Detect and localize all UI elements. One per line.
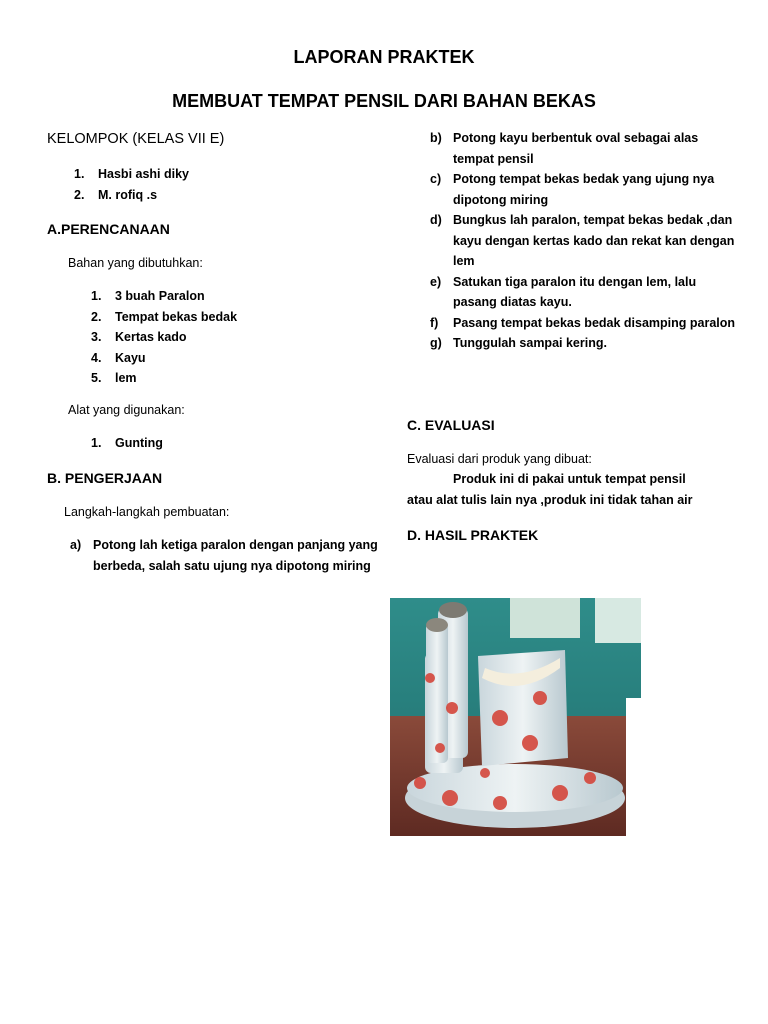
report-subtitle: MEMBUAT TEMPAT PENSIL DARI BAHAN BEKAS bbox=[172, 91, 596, 111]
evaluation-line-2: atau alat tulis lain nya ,produk ini tidak tahan air bbox=[407, 493, 693, 507]
member-item: 1. Hasbi ashi diky bbox=[74, 167, 190, 181]
steps-label: Langkah-langkah pembuatan: bbox=[64, 505, 230, 519]
material-item: 3. Kertas kado bbox=[91, 330, 187, 344]
step-item: e) Satukan tiga paralon itu dengan lem, lalu pasang diatas kayu. bbox=[430, 274, 697, 309]
report-title: LAPORAN PRAKTEK bbox=[293, 47, 475, 67]
step-item: d) Bungkus lah paralon, tempat bekas bedak ,dan kayu dengan kertas kado dan rekat kan dengan lem bbox=[430, 213, 735, 268]
evaluation-line-1: Produk ini di pakai untuk tempat pensil bbox=[453, 472, 686, 486]
step-item: b) Potong kayu berbentuk oval sebagai alas tempat pensil bbox=[430, 131, 699, 166]
tools-label: Alat yang digunakan: bbox=[68, 403, 185, 417]
section-b-heading: B. PENGERJAAN bbox=[47, 470, 163, 486]
materials-list bbox=[91, 286, 237, 389]
evaluation-label: Evaluasi dari produk yang dibuat: bbox=[407, 452, 592, 466]
material-item: 5. lem bbox=[91, 371, 137, 385]
group-heading: KELOMPOK (KELAS VII E) bbox=[47, 131, 225, 147]
product-photo bbox=[390, 598, 641, 836]
material-item: 2. Tempat bekas bedak bbox=[91, 309, 238, 324]
material-item: 1. 3 buah Paralon bbox=[91, 289, 205, 303]
member-item: 2. M. rofiq .s bbox=[74, 187, 158, 202]
section-d-heading: D. HASIL PRAKTEK bbox=[407, 527, 539, 543]
member-list bbox=[74, 164, 189, 205]
step-item: f) Pasang tempat bekas bedak disamping paralon bbox=[430, 315, 736, 330]
tool-item: 1. Gunting bbox=[91, 436, 163, 450]
materials-label: Bahan yang dibutuhkan: bbox=[68, 256, 203, 270]
step-item: a) Potong lah ketiga paralon dengan panjang yang berbeda, salah satu ujung nya dipotong miring bbox=[70, 538, 378, 573]
step-item: c) Potong tempat bekas bedak yang ujung nya dipotong miring bbox=[430, 172, 715, 207]
steps-list bbox=[407, 128, 737, 354]
step-item: g) Tunggulah sampai kering. bbox=[430, 336, 607, 350]
tools-list bbox=[91, 433, 163, 454]
section-a-heading: A.PERENCANAAN bbox=[47, 221, 170, 237]
section-c-heading: C. EVALUASI bbox=[407, 417, 495, 433]
material-item: 4. Kayu bbox=[91, 350, 146, 365]
